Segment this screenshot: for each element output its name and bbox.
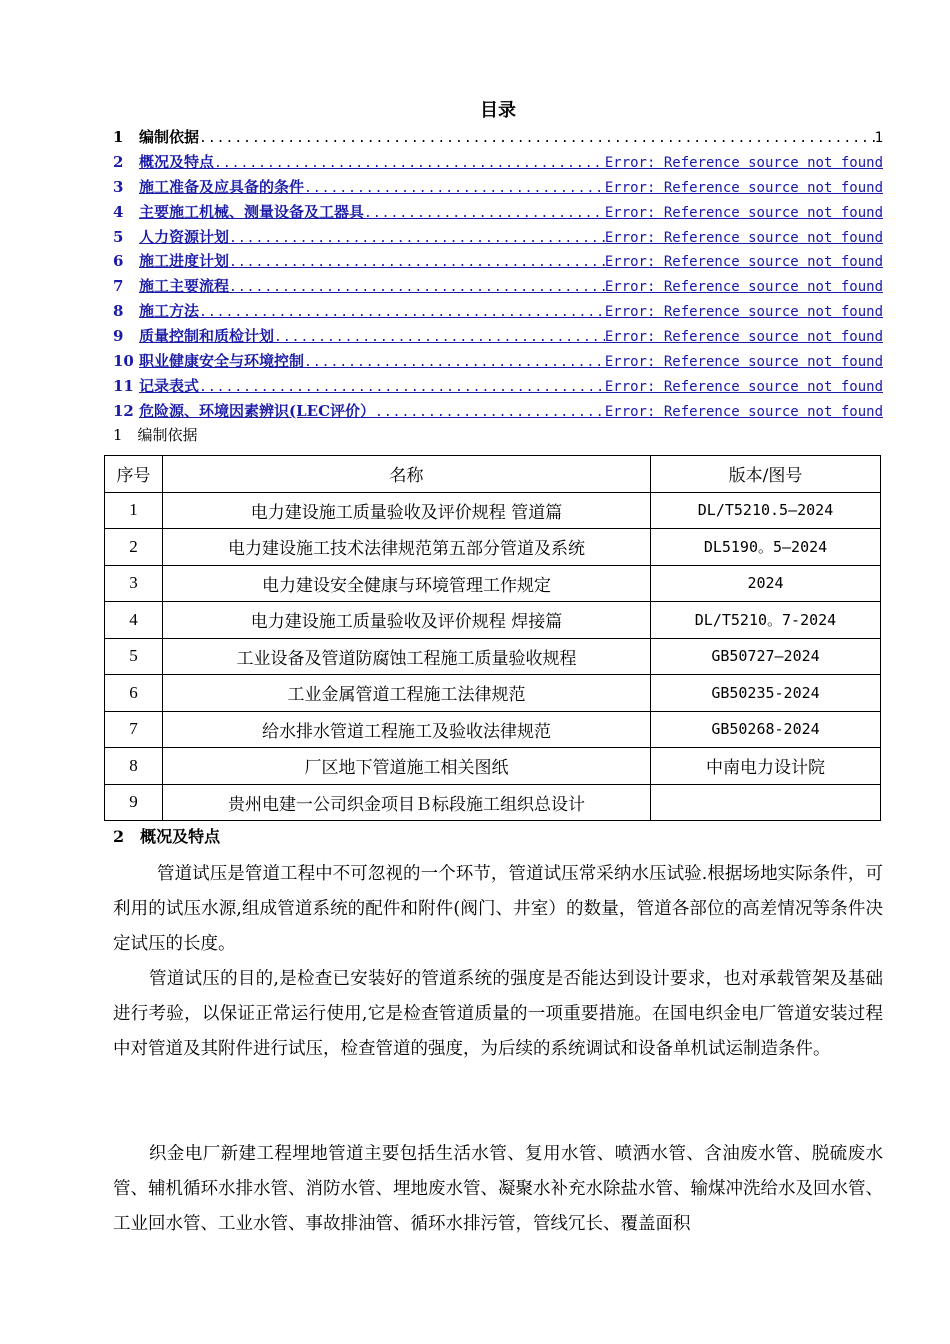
toc-title: 目录 [480,100,516,121]
toc-entry-text: 编制依据 [139,128,200,146]
paragraph: 管道试压的目的,是检查已安装好的管道系统的强度是否能达到设计要求，也对承载管架及基础进行考验，以保证正常运行使用,它是检查管道质量的一项重要措施。在国电织金电厂管道安装过程中对管道及其附件进行试压，检查管道的强度，为后续的系统调试和设备单机试运制造条件。 [113,969,883,1059]
toc-entry-number: 3 [113,177,124,196]
table-row [105,748,881,785]
table-row [105,492,881,529]
toc-dot-leader [229,231,605,246]
toc-dot-leader [274,330,605,345]
toc-entry-label[interactable] [113,275,229,296]
toc-entry-number: 12 [113,401,134,420]
toc-page-reference[interactable]: Error: Reference source not found [604,378,883,395]
table-row [105,565,881,602]
cell-version: 中南电力设计院 [651,748,881,785]
toc-page-reference[interactable]: Error: Reference source not found [604,354,883,371]
toc-entry[interactable] [113,151,883,176]
toc-entry-label[interactable] [113,375,199,396]
cell-index: 8 [105,748,163,785]
toc-entry[interactable] [113,250,883,275]
toc-page-reference[interactable]: Error: Reference source not found [604,329,883,346]
cell-version: DL5190。5—2024 [651,529,881,566]
toc-entry-text: 危险源、环境因素辨识(LEC评价） [139,401,376,420]
cell-version: GB50727—2024 [651,638,881,675]
toc-entry-label[interactable] [113,201,364,222]
cell-name: 给水排水管道工程施工及验收法律规范 [163,711,651,748]
toc-page-reference[interactable]: Error: Reference source not found [604,179,883,196]
cell-version [651,784,881,821]
toc-entry-number: 4 [113,202,124,221]
toc-entry-label[interactable] [113,126,199,147]
toc-entry[interactable] [113,300,883,325]
toc-dot-leader [214,156,605,171]
table-row [105,711,881,748]
cell-name: 电力建设安全健康与环境管理工作规定 [163,565,651,602]
toc-dot-leader [364,206,605,221]
toc-dot-leader [375,405,605,420]
toc-entry-number: 6 [113,252,124,271]
section2-heading: 2 概况及特点 [113,827,221,846]
toc-entry[interactable] [113,275,883,300]
paragraph: 管道试压是管道工程中不可忽视的一个环节，管道试压常采纳水压试验.根据场地实际条件，可利用的试压水源,组成管道系统的配件和附件(阀门、井室）的数量，管道各部位的高差情况等条件决定试压的长度。 [113,864,883,954]
toc-entry[interactable] [113,375,883,400]
toc-entry-label[interactable] [113,151,214,172]
toc-entry-text: 主要施工机械、测量设备及工器具 [139,202,365,221]
toc-page-reference[interactable]: Error: Reference source not found [604,304,883,321]
toc-entry-text: 施工准备及应具备的条件 [139,177,305,196]
cell-index: 6 [105,675,163,712]
toc-page-reference[interactable]: Error: Reference source not found [604,229,883,246]
table-header-row [105,456,881,493]
toc-entry-text: 施工主要流程 [139,277,230,296]
cell-index: 1 [105,492,163,529]
table-of-contents [113,126,883,425]
toc-entry-number: 8 [113,302,124,321]
toc-page-reference[interactable]: Error: Reference source not found [604,154,883,171]
toc-dot-leader [229,255,605,270]
table-row [105,784,881,821]
toc-entry-number: 2 [113,152,124,171]
toc-page-reference[interactable]: Error: Reference source not found [604,403,883,420]
toc-dot-leader [199,131,875,146]
toc-entry[interactable] [113,176,883,201]
cell-version: 2024 [651,565,881,602]
toc-dot-leader [304,355,605,370]
cell-version: DL/T5210.5—2024 [651,492,881,529]
toc-entry-text: 职业健康安全与环境控制 [139,352,305,371]
cell-name: 贵州电建一公司织金项目Ｂ标段施工组织总设计 [163,784,651,821]
toc-entry-number: 11 [113,376,134,395]
toc-entry-number: 9 [113,327,124,346]
toc-entry-text: 施工进度计划 [139,252,230,271]
table-row [105,602,881,639]
table-row [105,638,881,675]
toc-entry[interactable] [113,226,883,251]
toc-page-reference[interactable]: 1 [874,130,883,146]
toc-entry-text: 概况及特点 [139,152,215,171]
header-index: 序号 [105,456,163,493]
toc-entry-number: 5 [113,227,124,246]
cell-index: 2 [105,529,163,566]
toc-entry[interactable] [113,126,883,151]
toc-dot-leader [304,181,605,196]
toc-dot-leader [229,280,605,295]
cell-index: 5 [105,638,163,675]
toc-entry-label[interactable] [113,400,375,421]
header-version: 版本/图号 [651,456,881,493]
toc-entry-text: 人力资源计划 [139,227,230,246]
reference-standards-table [104,455,881,821]
toc-page-reference[interactable]: Error: Reference source not found [604,204,883,221]
cell-version: DL/T5210。7-2024 [651,602,881,639]
cell-name: 电力建设施工质量验收及评价规程 焊接篇 [163,602,651,639]
cell-index: 9 [105,784,163,821]
header-name: 名称 [163,456,651,493]
toc-entry-text: 记录表式 [139,376,200,395]
toc-entry-label[interactable] [113,226,229,247]
cell-name: 工业金属管道工程施工法律规范 [163,675,651,712]
toc-entry-label[interactable] [113,325,274,346]
toc-entry-number: 7 [113,277,124,296]
cell-name: 电力建设施工质量验收及评价规程 管道篇 [163,492,651,529]
toc-page-reference[interactable]: Error: Reference source not found [604,254,883,271]
toc-dot-leader [199,305,605,320]
toc-entry[interactable] [113,350,883,375]
paragraph: 织金电厂新建工程埋地管道主要包括生活水管、复用水管、喷洒水管、含油废水管、脱硫废水管、辅机循环水排水管、消防水管、埋地废水管、凝聚水补充水除盐水管、输煤冲洗给水及回水管、工业回水管、工业水管、事故排油管、循环水排污管，管线冗长、覆盖面积 [113,1144,883,1234]
cell-name: 工业设备及管道防腐蚀工程施工质量验收规程 [163,638,651,675]
toc-entry-label[interactable] [113,250,229,271]
toc-entry-number: 10 [113,352,134,371]
section1-heading: 1 编制依据 [113,426,198,444]
toc-entry-label[interactable] [113,300,199,321]
toc-entry[interactable] [113,201,883,226]
toc-entry[interactable] [113,325,883,350]
table-row [105,529,881,566]
table-row [105,675,881,712]
toc-entry-text: 质量控制和质检计划 [139,327,275,346]
toc-page-reference[interactable]: Error: Reference source not found [604,279,883,296]
toc-entry-text: 施工方法 [139,302,200,321]
toc-entry-label[interactable] [113,350,304,371]
toc-entry[interactable] [113,400,883,425]
cell-name: 厂区地下管道施工相关图纸 [163,748,651,785]
cell-index: 3 [105,565,163,602]
cell-version: GB50235-2024 [651,675,881,712]
toc-entry-label[interactable] [113,176,304,197]
cell-version: GB50268-2024 [651,711,881,748]
cell-name: 电力建设施工技术法律规范第五部分管道及系统 [163,529,651,566]
toc-dot-leader [199,380,605,395]
cell-index: 4 [105,602,163,639]
toc-entry-number: 1 [113,128,124,146]
cell-index: 7 [105,711,163,748]
